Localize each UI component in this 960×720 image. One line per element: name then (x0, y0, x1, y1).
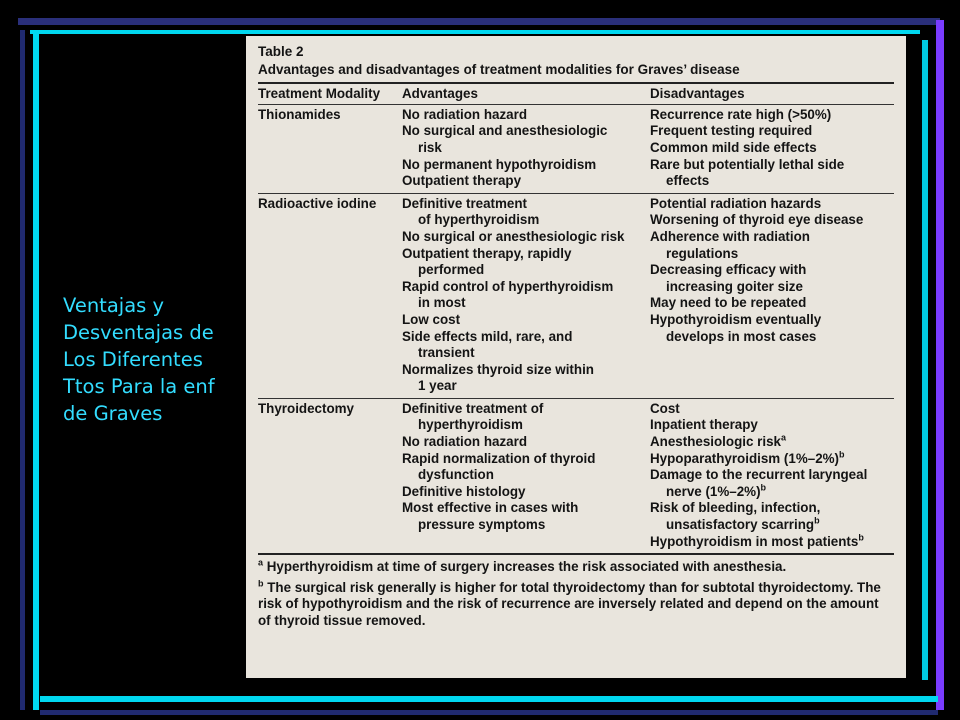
advantage-line (402, 107, 650, 124)
advantage-line (402, 378, 650, 395)
advantage-line (402, 157, 650, 174)
line-text: No surgical or anesthesiologic risk (402, 228, 625, 244)
disadvantage-line (650, 329, 894, 346)
line-text: Inpatient therapy (650, 417, 758, 433)
advantage-line (402, 467, 650, 484)
line-text: Hypothyroidism eventually (650, 311, 822, 327)
line-text: dysfunction (418, 467, 494, 483)
line-text: Potential radiation hazards (650, 195, 822, 211)
line-text: of hyperthyroidism (418, 212, 540, 228)
disadvantage-line (650, 279, 894, 296)
line-text: Worsening of thyroid eye disease (650, 212, 864, 228)
advantage-line (402, 500, 650, 517)
modality-cell: Thionamides (258, 106, 341, 122)
disadvantage-line (650, 123, 894, 140)
table-footnotes (258, 559, 894, 629)
advantages-cell (402, 401, 650, 550)
advantage-line (402, 451, 650, 468)
advantage-line (402, 345, 650, 362)
line-text: Decreasing efficacy with (650, 262, 807, 278)
line-text: No radiation hazard (402, 106, 527, 122)
table-title: Advantages and disadvantages of treatment modalities for Graves’ disease (258, 61, 740, 77)
column-header-modality: Treatment Modality (258, 86, 381, 102)
advantage-line (402, 329, 650, 346)
line-text: No surgical and anesthesiologic (402, 123, 608, 139)
advantage-line (402, 279, 650, 296)
line-text: No permanent hypothyroidism (402, 156, 597, 172)
footnote-mark: a (258, 557, 264, 568)
disadvantage-line (650, 401, 894, 418)
disadvantage-line (650, 467, 894, 484)
left-frame-bar-dark (20, 30, 25, 710)
advantage-line (402, 362, 650, 379)
advantage-line (402, 312, 650, 329)
disadvantage-line (650, 229, 894, 246)
advantage-line (402, 401, 650, 418)
disadvantage-line (650, 173, 894, 190)
caption-line: Ttos Para la enf (63, 375, 215, 398)
line-text: Damage to the recurrent laryngeal (650, 467, 868, 483)
footnote (258, 559, 894, 576)
advantage-line (402, 517, 650, 534)
advantage-line (402, 246, 650, 263)
line-text: risk (418, 139, 442, 155)
disadvantage-line (650, 157, 894, 174)
line-text: Rapid control of hyperthyroidism (402, 278, 614, 294)
line-text: in most (418, 295, 466, 311)
disadvantage-line (650, 107, 894, 124)
advantage-line (402, 262, 650, 279)
advantages-cell (402, 107, 650, 190)
modality-cell: Radioactive iodine (258, 195, 377, 211)
advantage-line (402, 123, 650, 140)
disadvantage-line (650, 212, 894, 229)
line-text: Low cost (402, 311, 461, 327)
table-row (258, 399, 894, 553)
advantage-line (402, 212, 650, 229)
line-text: Hypoparathyroidism (1%–2%) (650, 450, 840, 466)
line-text: unsatisfactory scarring (666, 517, 815, 533)
line-text: Definitive treatment of (402, 400, 544, 416)
line-text: Cost (650, 400, 680, 416)
scanned-table-image (246, 36, 906, 678)
disadvantage-line (650, 434, 894, 451)
right-frame-bar-cyan (922, 40, 928, 680)
footnote-text: Hyperthyroidism at time of surgery increases the risk associated with anesthesia. (266, 559, 787, 575)
line-text: Risk of bleeding, infection, (650, 500, 821, 516)
line-text: Outpatient therapy, rapidly (402, 245, 572, 261)
top-frame-bar-dark (18, 18, 940, 25)
disadvantages-cell (650, 107, 894, 190)
line-text: Recurrence rate high (>50%) (650, 106, 832, 122)
footnote-mark: b (258, 578, 264, 589)
disadvantage-line (650, 534, 894, 551)
line-text: transient (418, 345, 475, 361)
top-frame-bar-cyan (30, 30, 920, 34)
line-text: Normalizes thyroid size within (402, 361, 594, 377)
line-text: increasing goiter size (666, 278, 803, 294)
line-text: Adherence with radiation (650, 228, 810, 244)
advantage-line (402, 140, 650, 157)
line-text: Rapid normalization of thyroid (402, 450, 596, 466)
table-header-row (258, 84, 894, 104)
footnote-marker: b (839, 449, 845, 460)
table-body (258, 105, 894, 553)
disadvantage-line (650, 262, 894, 279)
disadvantage-line (650, 517, 894, 534)
line-text: Anesthesiologic risk (650, 434, 781, 450)
line-text: Hypothyroidism in most patients (650, 533, 859, 549)
footnote-marker: b (760, 482, 767, 493)
column-header-disadvantages: Disadvantages (650, 86, 745, 102)
footnote (258, 580, 894, 630)
bottom-frame-bar-cyan (40, 696, 938, 702)
disadvantage-line (650, 246, 894, 263)
advantage-line (402, 173, 650, 190)
line-text: Rare but potentially lethal side (650, 156, 845, 172)
line-text: Frequent testing required (650, 123, 813, 139)
line-text: pressure symptoms (418, 517, 546, 533)
table-bottom-rule (258, 553, 894, 555)
caption-line: Desventajas de (63, 321, 214, 344)
line-text: May need to be repeated (650, 295, 807, 311)
advantages-cell (402, 196, 650, 395)
left-frame-bar-cyan (33, 30, 39, 710)
line-text: Common mild side effects (650, 139, 817, 155)
caption-line: Los Diferentes (63, 348, 203, 371)
disadvantage-line (650, 451, 894, 468)
table-row (258, 105, 894, 193)
line-text: 1 year (418, 378, 457, 394)
disadvantage-line (650, 295, 894, 312)
line-text: Side effects mild, rare, and (402, 328, 573, 344)
advantage-line (402, 229, 650, 246)
advantage-line (402, 196, 650, 213)
advantage-line (402, 417, 650, 434)
line-text: regulations (666, 245, 739, 261)
right-frame-bar-purple (936, 20, 944, 710)
disadvantages-cell (650, 196, 894, 395)
advantage-line (402, 434, 650, 451)
caption-line: de Graves (63, 402, 163, 425)
footnote-marker: a (780, 432, 786, 443)
footnote-text: The surgical risk generally is higher for total thyroidectomy than for subtotal thyroidectomy. The risk of hypothyroidism and the risk of recurrence are inversely related and depend on the amount of thyroid tissue removed. (258, 579, 881, 628)
line-text: nerve (1%–2%) (666, 483, 761, 499)
line-text: hyperthyroidism (418, 417, 523, 433)
footnote-marker: b (814, 515, 820, 526)
disadvantage-line (650, 140, 894, 157)
line-text: Most effective in cases with (402, 500, 579, 516)
disadvantage-line (650, 312, 894, 329)
column-header-advantages: Advantages (402, 86, 478, 102)
line-text: develops in most cases (666, 328, 817, 344)
footnote-marker: b (858, 532, 864, 543)
line-text: performed (418, 262, 485, 278)
table-row (258, 194, 894, 398)
bottom-frame-bar-dark (40, 710, 938, 715)
disadvantage-line (650, 417, 894, 434)
line-text: Definitive treatment (402, 195, 528, 211)
advantage-line (402, 295, 650, 312)
line-text: Outpatient therapy (402, 173, 522, 189)
slide-caption (63, 292, 243, 427)
disadvantage-line (650, 196, 894, 213)
caption-line: Ventajas y (63, 294, 165, 317)
line-text: No radiation hazard (402, 434, 527, 450)
line-text: Definitive histology (402, 483, 526, 499)
table-number: Table 2 (258, 44, 304, 59)
disadvantage-line (650, 484, 894, 501)
disadvantages-cell (650, 401, 894, 550)
line-text: effects (666, 173, 710, 189)
modality-cell: Thyroidectomy (258, 400, 354, 416)
advantage-line (402, 484, 650, 501)
disadvantage-line (650, 500, 894, 517)
